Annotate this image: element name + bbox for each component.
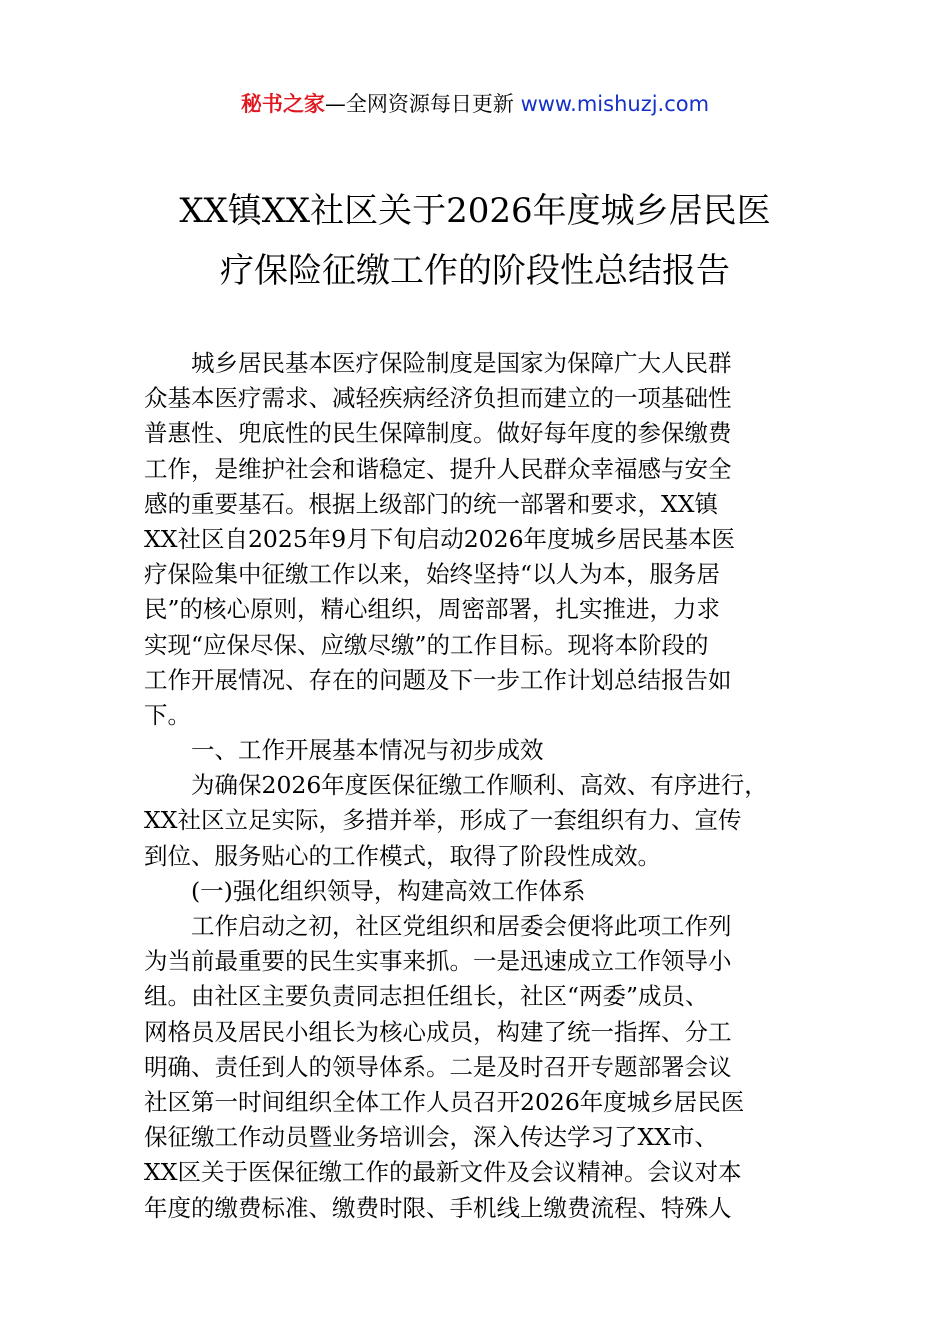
body-line: XX区关于医保征缴工作的最新文件及会议精神。会议对本 [144,1158,742,1187]
body-line: 实现“应保尽保、应缴尽缴”的工作目标。现将本阶段的 [144,630,709,659]
site-url[interactable]: www.mishuzj.com [520,92,710,116]
site-header [0,86,950,122]
body-line: 下。 [144,700,191,729]
body-line: 感的重要基石。根据上级部门的统一部署和要求，XX镇 [144,489,718,518]
body-line: XX社区立足实际，多措并举，形成了一套组织有力、宣传 [144,806,742,835]
body-line: 工作，是维护社会和谐稳定、提升人民群众幸福感与安全 [144,454,732,483]
body-line: 工作启动之初，社区党组织和居委会便将此项工作列 [191,912,732,940]
body-line: XX社区自2025年9月下旬启动2026年度城乡居民基本医 [144,524,736,553]
body-line: 一、工作开展基本情况与初步成效 [191,736,544,765]
body-line: 组。由社区主要负责同志担任组长，社区“两委”成员、 [144,982,709,1011]
body-line: 网格员及居民小组长为核心成员，构建了统一指挥、分工 [144,1017,732,1046]
body-line: 年度的缴费标准、缴费时限、手机线上缴费流程、特殊人 [144,1193,732,1222]
body-line: 为当前最重要的民生实事来抓。一是迅速成立工作领导小 [144,947,732,976]
body-line: 众基本医疗需求、减轻疾病经济负担而建立的一项基础性 [144,384,732,413]
site-slogan: —全网资源每日更新 [324,92,521,116]
title-line-1: XX镇XX社区关于2026年度城乡居民医 [179,191,771,231]
body-line: 民”的核心原则，精心组织，周密部署，扎实推进，力求 [144,595,721,624]
body-line: 工作开展情况、存在的问题及下一步工作计划总结报告如 [144,665,732,694]
title-line-2: 疗保险征缴工作的阶段性总结报告 [220,251,730,291]
body-line: (一)强化组织领导，构建高效工作体系 [191,876,586,905]
body-line: 为确保2026年度医保征缴工作顺利、高效、有序进行， [191,771,768,800]
body-line: 到位、服务贴心的工作模式，取得了阶段性成效。 [144,841,661,870]
body-line: 城乡居民基本医疗保险制度是国家为保障广大人民群 [191,349,732,377]
document-title [60,181,890,301]
body-line: 疗保险集中征缴工作以来，始终坚持“以人为本，服务居 [144,560,721,589]
site-brand: 秘书之家 [240,92,325,116]
body-line: 社区第一时间组织全体工作人员召开2026年度城乡居民医 [144,1087,745,1116]
document-body [144,346,808,1226]
body-line: 明确、责任到人的领导体系。二是及时召开专题部署会议 [144,1052,732,1081]
body-line: 保征缴工作动员暨业务培训会，深入传达学习了XX市、 [144,1123,718,1152]
body-line: 普惠性、兜底性的民生保障制度。做好每年度的参保缴费 [144,419,732,448]
